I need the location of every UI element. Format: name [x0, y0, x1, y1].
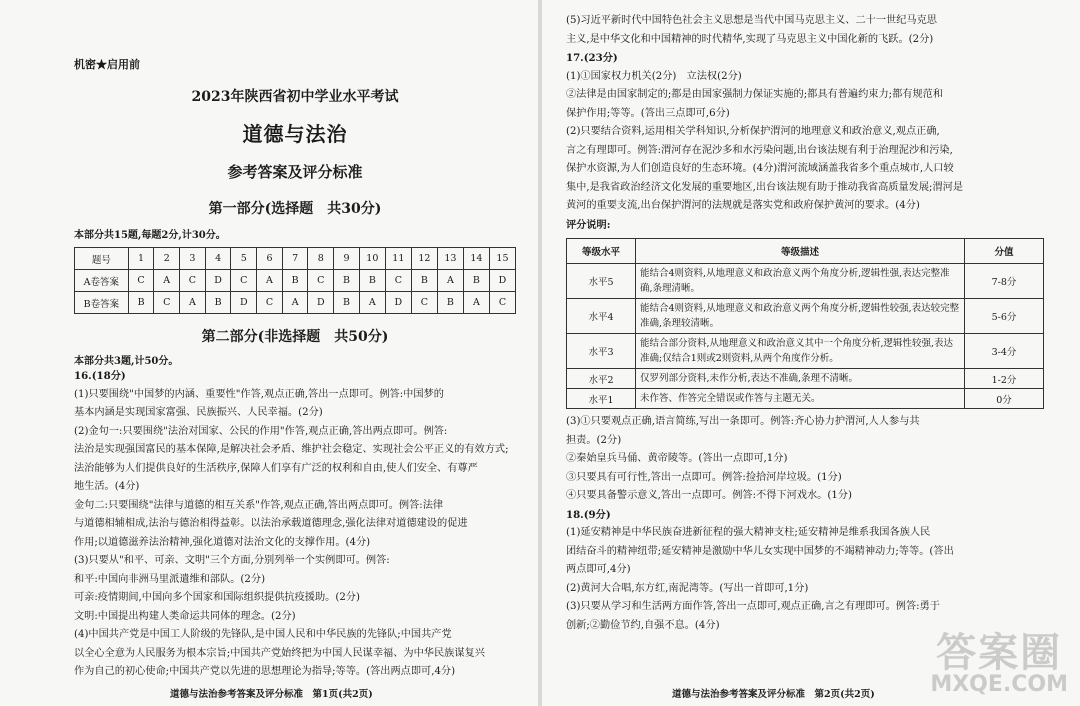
answer-cell: 6 — [257, 248, 283, 270]
answer-line: 两点即可,4分) — [566, 564, 631, 575]
answer-line: (2)金句一:只要围绕"法治对国家、公民的作用"作答,观点正确,答出两点即可。例答: — [74, 425, 448, 437]
answer-cell: 8 — [308, 248, 334, 270]
watermark-main: 答案圈 — [936, 630, 1063, 676]
answer-line: 可亲:疫情期间,中国向多个国家和国际组织提供抗疫援助。(2分) — [74, 592, 360, 603]
rubric-level: 水平1 — [567, 389, 636, 409]
rubric-row — [567, 264, 1044, 299]
answer-line: 主义,是中华文化和中国精神的时代精华,实现了马克思主义中国化新的飞跃。(2分) — [566, 33, 934, 45]
answer-line: 言之有理即可。例答:渭河存在泥沙多和水污染问题,出台该法规有利于治理泥沙和污染, — [566, 144, 953, 156]
answer-line: (2)黄河大合唱,东方红,南泥湾等。(写出一首即可,1分) — [566, 582, 809, 594]
rubric-score: 1-2分 — [965, 369, 1044, 389]
page1-body — [74, 367, 516, 682]
answer-cell: C — [154, 292, 180, 314]
rubric-description: 仅罗列部分资料,未作分析,表达不准确,条理不清晰。 — [636, 369, 965, 389]
answer-cell: 7 — [282, 248, 308, 270]
answer-cell: B — [205, 292, 231, 314]
answer-line: (5)习近平新时代中国特色社会主义思想是当代中国马克思主义、二十一世纪马克思 — [566, 15, 937, 26]
page1-footer: 道德与法治参考答案及评分标准 第1页(共2页) — [170, 689, 373, 700]
question-heading: 16.(18分) — [74, 370, 126, 382]
rubric-score: 0分 — [965, 389, 1044, 409]
page2-body-bottom — [566, 413, 1046, 635]
answer-cell: A — [180, 292, 206, 314]
watermark-logo — [930, 632, 1068, 696]
answer-line: 作为自己的初心使命;中国共产党以先进的思想理论为指导;等等。(答出两点即可,4分) — [74, 666, 456, 677]
answer-line: 和平:中国向非洲马里派遣维和部队。(2分) — [74, 573, 266, 585]
rubric-header-cell: 等级描述 — [636, 239, 965, 264]
answer-line: (4)中国共产党是中国工人阶级的先锋队,是中国人民和中华民族的先锋队;中国共产党 — [74, 629, 452, 640]
rubric-description: 未作答、作答完全错误或作答与主题无关。 — [636, 389, 965, 409]
answer-cell: 11 — [385, 248, 411, 270]
answer-cell: D — [385, 292, 411, 314]
page2-footer: 道德与法治参考答案及评分标准 第2页(共2页) — [672, 689, 875, 700]
answer-line: ②秦始皇兵马俑、黄帝陵等。(答出一点即可,1分) — [566, 453, 788, 464]
choice-answer-table — [74, 247, 516, 314]
answer-line: 保护水资源,为人们创造良好的生态环境。(4分)渭河流域涵盖我省多个重点城市,人口较 — [566, 163, 954, 174]
answer-line: (1)延安精神是中华民族奋进新征程的强大精神支柱;延安精神是维系我国各族人民 — [566, 527, 931, 538]
answer-cell: B — [437, 292, 463, 314]
answer-line: 以全心全意为人民服务为根本宗旨;中国共产党始终把为中国人民谋幸福、为中华民族谋复兴 — [74, 647, 485, 659]
rubric-level: 水平5 — [567, 264, 636, 299]
question-heading: 18.(9分) — [566, 508, 611, 521]
answer-line: 地生活。(4分) — [74, 481, 140, 492]
answer-line: 文明:中国提出构建人类命运共同体的理念。(2分) — [74, 610, 296, 622]
exam-title: 2023年陕西省初中学业水平考试 — [191, 89, 399, 105]
answer-line: 团结奋斗的精神纽带;延安精神是激励中华儿女实现中国梦的不竭精神动力;等等。(答出 — [566, 545, 954, 557]
answer-line: 与道德相辅相成,法治与德治相得益彰。以法治承载道德理念,强化法律对道德建设的促进 — [74, 518, 468, 529]
answer-line: (1)①国家权力机关(2分) 立法权(2分) — [566, 70, 742, 82]
answer-line: 创新;②勤俭节约,自强不息。(4分) — [566, 619, 720, 631]
answer-cell: 13 — [437, 248, 463, 270]
answer-line: 金句二:只要围绕"法律与道德的相互关系"作答,观点正确,答出两点即可。例答:法律 — [74, 499, 444, 511]
page2-body-top — [566, 12, 1046, 234]
rubric-header — [567, 239, 1044, 264]
subject-title: 道德与法治 — [242, 122, 348, 146]
answer-cell: 2 — [154, 248, 180, 270]
answer-line: ③只要具有可行性,答出一点即可。例答:捡拾河岸垃圾。(1分) — [566, 471, 842, 483]
question-heading: 17.(23分) — [566, 52, 618, 64]
rubric-header-cell: 等级水平 — [567, 239, 636, 264]
answer-line: 保护作用;等等。(答出三点即可,6分) — [566, 107, 730, 119]
answer-cell: 4 — [205, 248, 231, 270]
rubric-description: 能结合4则资料,从地理意义和政治意义两个角度分析,逻辑性强,表达完整准确,条理清晰。 — [636, 264, 965, 299]
answer-cell: A — [359, 292, 385, 314]
answer-key-subtitle: 参考答案及评分标准 — [227, 163, 363, 181]
answer-line: 黄河的重要支流,出台保护渭河的法规就是落实党和政府保护黄河的要求。(4分) — [566, 200, 920, 211]
answer-cell: A — [257, 270, 283, 292]
answer-cell: A — [282, 292, 308, 314]
answer-cell: 12 — [411, 248, 437, 270]
answer-table-row — [75, 292, 516, 314]
answer-cell: C — [128, 270, 154, 292]
rubric-level: 水平3 — [567, 334, 636, 369]
question-heading: 评分说明: — [566, 218, 611, 231]
answer-cell: B — [282, 270, 308, 292]
answer-cell: C — [180, 270, 206, 292]
answer-cell: 3 — [180, 248, 206, 270]
rubric-score: 7-8分 — [965, 264, 1044, 299]
answer-cell: B卷答案 — [75, 292, 129, 314]
answer-cell: D — [231, 292, 257, 314]
answer-cell: C — [231, 270, 257, 292]
answer-cell: B — [359, 270, 385, 292]
page-1 — [0, 0, 538, 706]
page-2 — [542, 0, 1080, 706]
answer-line: (3)只要从学习和生活两方面作答,答出一点即可,观点正确,言之有理即可。例答:勇于 — [566, 601, 940, 612]
answer-line: (3)只要从"和平、可亲、文明"三个方面,分别列举一个实例即可。例答: — [74, 555, 390, 566]
answer-cell: B — [411, 270, 437, 292]
part2-intro: 本部分共3题,计50分。 — [74, 356, 179, 367]
answer-table-row — [75, 270, 516, 292]
answer-table-header — [75, 248, 516, 270]
rubric-row — [567, 369, 1044, 389]
rubric-description: 能结合4则资料,从地理意义和政治意义两个角度分析,逻辑性较强,表达较完整准确,条理较清晰。 — [636, 299, 965, 334]
answer-cell: A — [437, 270, 463, 292]
rubric-score: 5-6分 — [965, 299, 1044, 334]
answer-line: 作用;以道德滋养法治精神,强化道德对法治文化的支撑作用。(4分) — [74, 536, 371, 548]
answer-cell: A — [463, 292, 489, 314]
answer-cell: D — [489, 270, 515, 292]
answer-cell: 5 — [231, 248, 257, 270]
answer-line: 法治能够为人们提供良好的生活秩序,保障人们享有广泛的权利和自由,使人们安全、有尊严 — [74, 462, 478, 474]
rubric-level: 水平4 — [567, 299, 636, 334]
answer-cell: 15 — [489, 248, 515, 270]
answer-line: 法治是实现强国富民的基本保障,是解决社会矛盾、维护社会稳定、实现社会公平正义的有效方式; — [74, 444, 509, 455]
answer-cell: B — [334, 270, 360, 292]
answer-cell: C — [411, 292, 437, 314]
answer-cell: A — [154, 270, 180, 292]
answer-line: 集中,是我省政治经济文化发展的重要地区,出台该法规有助于推动我省高质量发展;渭河是 — [566, 181, 964, 193]
answer-cell: B — [128, 292, 154, 314]
answer-line: (2)只要结合资料,运用相关学科知识,分析保护渭河的地理意义和政治意义,观点正确, — [566, 126, 940, 137]
answer-line: ②法律是由国家制定的;都是由国家强制力保证实施的;都具有普遍约束力;都有规范和 — [566, 89, 944, 100]
rubric-row — [567, 389, 1044, 409]
answer-cell: C — [385, 270, 411, 292]
rubric-description: 能结合部分资料,从地理意义和政治意义其中一个角度分析,逻辑性较强,表达准确;仅结合1则或2则资料,从两个角度作分析。 — [636, 334, 965, 369]
answer-cell: A卷答案 — [75, 270, 129, 292]
answer-cell: 题号 — [75, 248, 129, 270]
answer-cell: B — [334, 292, 360, 314]
answer-cell: C — [257, 292, 283, 314]
answer-cell: C — [308, 270, 334, 292]
rubric-level: 水平2 — [567, 369, 636, 389]
answer-cell: 9 — [334, 248, 360, 270]
answer-cell: 14 — [463, 248, 489, 270]
answer-line: 担责。(2分) — [566, 434, 622, 446]
rubric-row — [567, 299, 1044, 334]
answer-cell: 10 — [359, 248, 385, 270]
answer-line: (1)只要围绕"中国梦的内涵、重要性"作答,观点正确,答出一点即可。例答:中国梦的 — [74, 388, 444, 400]
part2-title: 第二部分(非选择题 共50分) — [201, 329, 389, 345]
answer-cell: C — [489, 292, 515, 314]
answer-cell: B — [463, 270, 489, 292]
watermark-url: MXQE.COM — [930, 672, 1068, 697]
part1-intro: 本部分共15题,每题2分,计30分。 — [74, 230, 226, 241]
answer-cell: D — [308, 292, 334, 314]
part1-title: 第一部分(选择题 共30分) — [208, 201, 382, 217]
answer-cell: 1 — [128, 248, 154, 270]
rubric-row — [567, 334, 1044, 369]
answer-line: 基本内涵是实现国家富强、民族振兴、人民幸福。(2分) — [74, 407, 323, 418]
answer-cell: D — [205, 270, 231, 292]
rubric-header-cell: 分值 — [965, 239, 1044, 264]
answer-line: (3)①只要观点正确,语言简练,写出一条即可。例答:齐心协力护渭河,人人参与共 — [566, 416, 920, 427]
answer-line: ④只要具备警示意义,答出一点即可。例答:不得下河戏水。(1分) — [566, 490, 852, 501]
scoring-rubric-table — [566, 238, 1044, 409]
secret-mark: 机密★启用前 — [74, 58, 140, 71]
rubric-score: 3-4分 — [965, 334, 1044, 369]
